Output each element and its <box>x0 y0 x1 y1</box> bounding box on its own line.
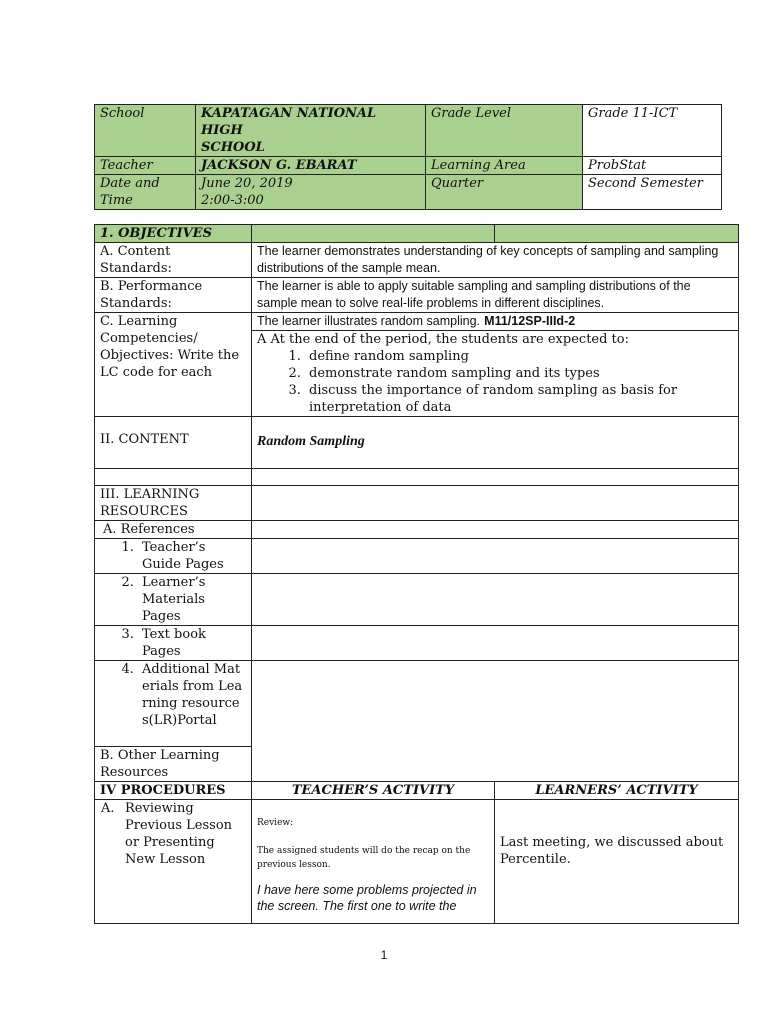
learning-area-value: ProbStat <box>583 157 722 175</box>
competency-statement <box>252 313 739 331</box>
blank-row-cell <box>252 469 739 486</box>
learner-activity-header: LEARNERS’ ACTIVITY <box>495 782 739 800</box>
learner-activity-text: Last meeting, we discussed about Percentile. <box>500 835 724 867</box>
procedure-step-a: A. Reviewing Previous Lesson or Presenting New Lesson <box>95 800 252 924</box>
review-note: The assigned students will do the recap on the previous lesson. <box>257 846 471 870</box>
competencies-label: C. Learning Competencies/ Objectives: Write the LC code for each <box>95 313 252 417</box>
references-label: A. References <box>95 521 252 539</box>
time-value: 2:00-3:00 <box>201 193 264 208</box>
reference-value <box>252 574 739 626</box>
objectives-intro: A At the end of the period, the students are expected to: <box>257 332 629 347</box>
learner-activity-cell <box>495 800 739 924</box>
reference-cell <box>95 539 252 574</box>
reference-item: 3. Text book Pages <box>138 626 246 660</box>
school-value-line1: KAPATAGAN NATIONAL HIGH <box>201 106 377 138</box>
reference-cell <box>95 574 252 626</box>
objective-item: 2. demonstrate random sampling and its types <box>305 365 733 382</box>
date-label-line1: Date and <box>100 176 160 191</box>
grade-level-value: Grade 11-ICT <box>583 105 722 157</box>
date-value: June 20, 2019 <box>201 176 293 191</box>
procedure-step-a-text: Reviewing Previous Lesson or Presenting New Lesson <box>125 801 233 867</box>
teacher-value: JACKSON G. EBARAT <box>196 157 426 175</box>
reference-cell <box>95 626 252 661</box>
learning-area-label: Learning Area <box>426 157 583 175</box>
performance-standards-text: The learner is able to apply suitable sampling and sampling distributions of the sample mean to solve real-life problems in different disciplines. <box>252 278 739 313</box>
reference-value <box>252 539 739 574</box>
objectives-heading-blank <box>252 225 495 243</box>
teacher-label: Teacher <box>95 157 196 175</box>
page-number: 1 <box>380 948 388 962</box>
content-label: II. CONTENT <box>95 417 252 469</box>
lesson-plan-table <box>94 224 739 924</box>
school-value-line2: SCHOOL <box>201 140 265 155</box>
competency-code: M11/12SP-IIId-2 <box>484 314 576 328</box>
objectives-list-cell <box>252 331 739 417</box>
review-label: Review: <box>257 818 294 828</box>
quarter-value: Second Semester <box>583 175 722 210</box>
teacher-activity-header: TEACHER’S ACTIVITY <box>252 782 495 800</box>
reference-value <box>252 661 739 782</box>
reference-cell <box>95 661 252 747</box>
date-time-value <box>196 175 426 210</box>
reference-item: 4. Additional Materials from Learning resources(LR)Portal <box>138 661 246 729</box>
performance-standards-label <box>95 278 252 313</box>
reference-value <box>252 626 739 661</box>
objectives-list <box>257 348 733 416</box>
competency-text: The learner illustrates random sampling. <box>257 314 481 328</box>
date-label-line2: Time <box>100 193 133 208</box>
procedures-label: IV PROCEDURES <box>95 782 252 800</box>
references-value <box>252 521 739 539</box>
reference-item: 2. Learner’s Materials Pages <box>138 574 246 625</box>
header-table <box>94 104 722 210</box>
performance-label-line1: B. Performance <box>100 279 203 294</box>
blank-row-cell <box>95 469 252 486</box>
performance-label-line2: Standards: <box>100 296 172 311</box>
objective-item: 1. define random sampling <box>305 348 733 365</box>
content-topic: Random Sampling <box>252 417 739 469</box>
school-label: School <box>95 105 196 157</box>
school-value <box>196 105 426 157</box>
reference-item: 1. Teacher’s Guide Pages <box>138 539 246 573</box>
quarter-label: Quarter <box>426 175 583 210</box>
teacher-activity-cell <box>252 800 495 924</box>
grade-level-label: Grade Level <box>426 105 583 157</box>
date-time-label <box>95 175 196 210</box>
learning-resources-label: III. LEARNING RESOURCES <box>95 486 252 521</box>
other-resources-label: B. Other Learning Resources <box>95 747 252 782</box>
objective-item: 3. discuss the importance of random sampling as basis for interpretation of data <box>305 382 733 416</box>
teacher-activity-text: I have here some problems projected in the screen. The first one to write the <box>257 883 477 913</box>
content-standards-text: The learner demonstrates understanding of key concepts of sampling and sampling distributions of the sample mean. <box>252 243 739 278</box>
content-standards-label: A. Content Standards: <box>95 243 252 278</box>
objectives-heading: 1. OBJECTIVES <box>95 225 252 243</box>
objectives-heading-blank-2 <box>495 225 739 243</box>
learning-resources-value <box>252 486 739 521</box>
